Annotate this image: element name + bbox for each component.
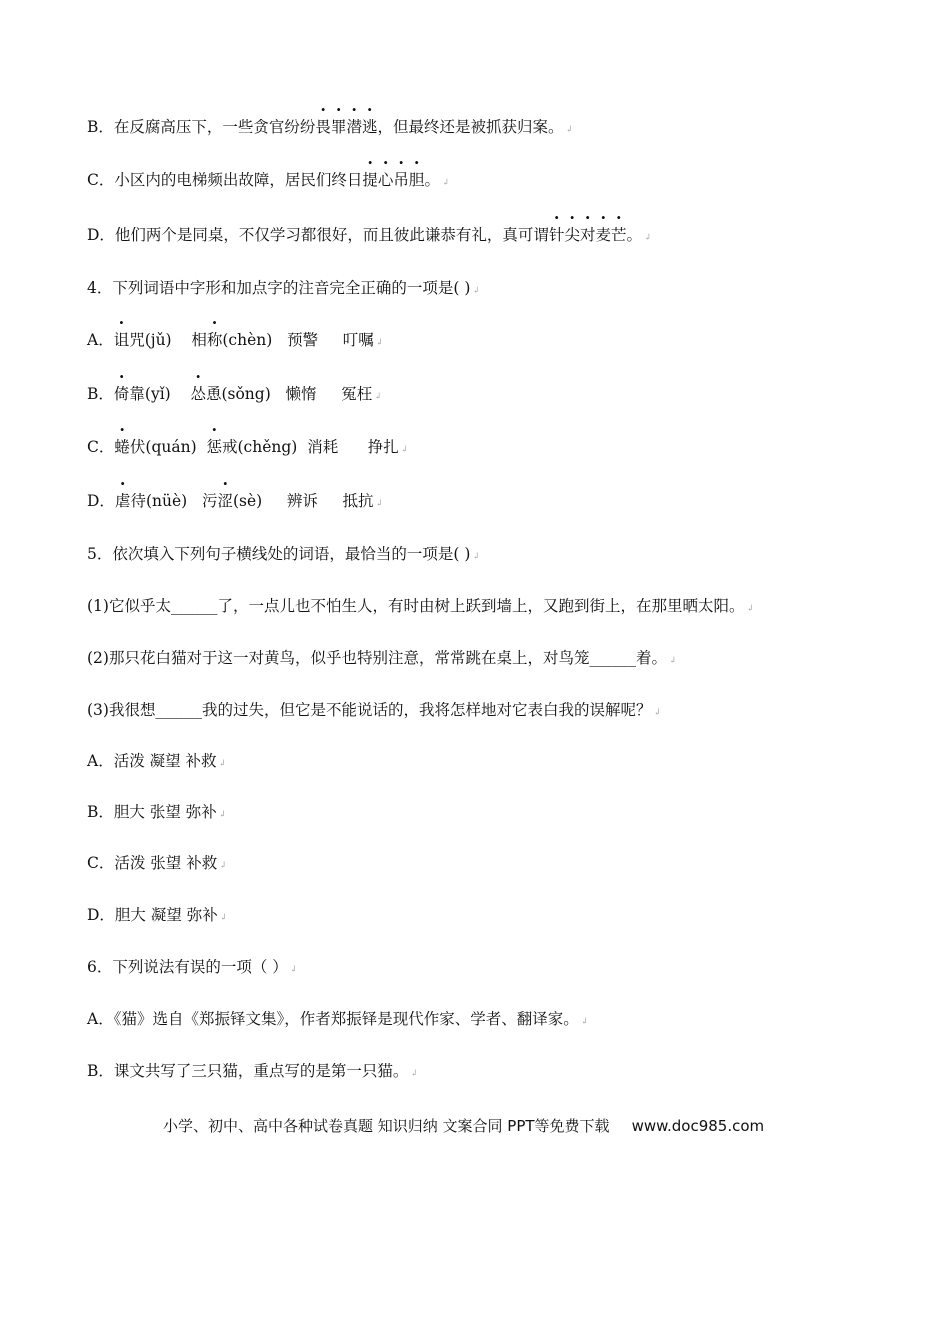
q5-sentence-1: (1)它似乎太______了，一点儿也不怕生人，有时由树上跃到墙上，又跑到街上，在那里晒太阳。 ↲ bbox=[87, 597, 755, 615]
dotted-char: 心 bbox=[377, 171, 394, 189]
q5-sentence-3: (3)我很想______我的过失，但它是不能说话的，我将怎样地对它表白我的误解呢？ ↲ bbox=[87, 701, 662, 719]
dotted-char: 畏 bbox=[315, 118, 331, 136]
q4-option-c: C．蜷伏(quán) 惩戒(chěng) 消耗 挣扎 ↲ bbox=[87, 438, 409, 456]
q6-option-a: A．《猫》选自《郑振铎文集》，作者郑振铎是现代作家、学者、翻译家。 ↲ bbox=[87, 1010, 589, 1028]
option-b-sentence: B．在反腐高压下，一些贪官纷纷畏罪潜逃，但最终还是被抓获归案。 ↲ bbox=[87, 118, 574, 136]
dotted-char: 罪 bbox=[330, 118, 347, 136]
q5-option-a: A．活泼 凝望 补救 ↲ bbox=[87, 752, 227, 770]
q5-sentence-2: (2)那只花白猫对于这一对黄鸟，似乎也特别注意，常常跳在桌上，对鸟笼______着。 ↲ bbox=[87, 649, 677, 667]
dotted-char: 尖 bbox=[564, 226, 580, 244]
q4-option-d: D．虐待(nüè) 污涩(sè) 辨诉 抵抗 ↲ bbox=[87, 492, 384, 510]
paragraph-mark: ↲ bbox=[441, 178, 450, 188]
question-4: 4．下列词语中字形和加点字的注音完全正确的一项是( ) ↲ bbox=[87, 279, 480, 297]
dotted-char: 芒 bbox=[611, 226, 627, 244]
dotted-char: 提 bbox=[362, 171, 378, 189]
dotted-char: 对 bbox=[579, 226, 596, 244]
q4-option-b: B．倚靠(yǐ) 怂恿(sǒng) 懒惰 冤枉 ↲ bbox=[87, 385, 382, 403]
page-footer bbox=[163, 1116, 764, 1136]
q5-option-b: B．胆大 张望 弥补 ↲ bbox=[87, 803, 227, 821]
option-c-sentence: C．小区内的电梯频出故障，居民们终日提心吊胆。 ↲ bbox=[87, 171, 450, 189]
dotted-char: 逃 bbox=[361, 118, 378, 136]
dotted-phrase bbox=[362, 171, 424, 189]
dotted-char: 针 bbox=[548, 226, 565, 244]
q5-option-c: C．活泼 张望 补救 ↲ bbox=[87, 854, 227, 872]
option-d-sentence: D．他们两个是同桌，不仅学习都很好，而且彼此谦恭有礼，真可谓针尖对麦芒。 ↲ bbox=[87, 226, 652, 244]
q6-option-b: B．课文共写了三只猫，重点写的是第一只猫。 ↲ bbox=[87, 1062, 418, 1080]
question-6: 6．下列说法有误的一项（ ） ↲ bbox=[87, 958, 298, 976]
dotted-char: 潜 bbox=[346, 118, 362, 136]
q4-option-a: A．诅咒(jǔ) 相称(chèn) 预警 叮嘱 ↲ bbox=[87, 331, 384, 349]
dotted-char: 胆 bbox=[408, 171, 425, 189]
paragraph-mark: ↲ bbox=[644, 233, 652, 243]
dotted-phrase bbox=[315, 118, 377, 136]
paragraph-mark: ↲ bbox=[472, 286, 480, 296]
paragraph-mark: ↲ bbox=[565, 125, 574, 135]
dotted-phrase bbox=[549, 226, 627, 244]
dotted-char: 麦 bbox=[595, 226, 611, 244]
q5-option-d: D．胆大 凝望 弥补 ↲ bbox=[87, 906, 228, 924]
footer-text: 小学、初中、高中各种试卷真题 知识归纳 文案合同 PPT等免费下载 bbox=[163, 1117, 610, 1135]
question-5: 5．依次填入下列句子横线处的词语，最恰当的一项是( ) ↲ bbox=[87, 545, 480, 563]
dotted-char: 吊 bbox=[393, 171, 409, 189]
footer-url[interactable]: www.doc985.com bbox=[631, 1117, 765, 1135]
